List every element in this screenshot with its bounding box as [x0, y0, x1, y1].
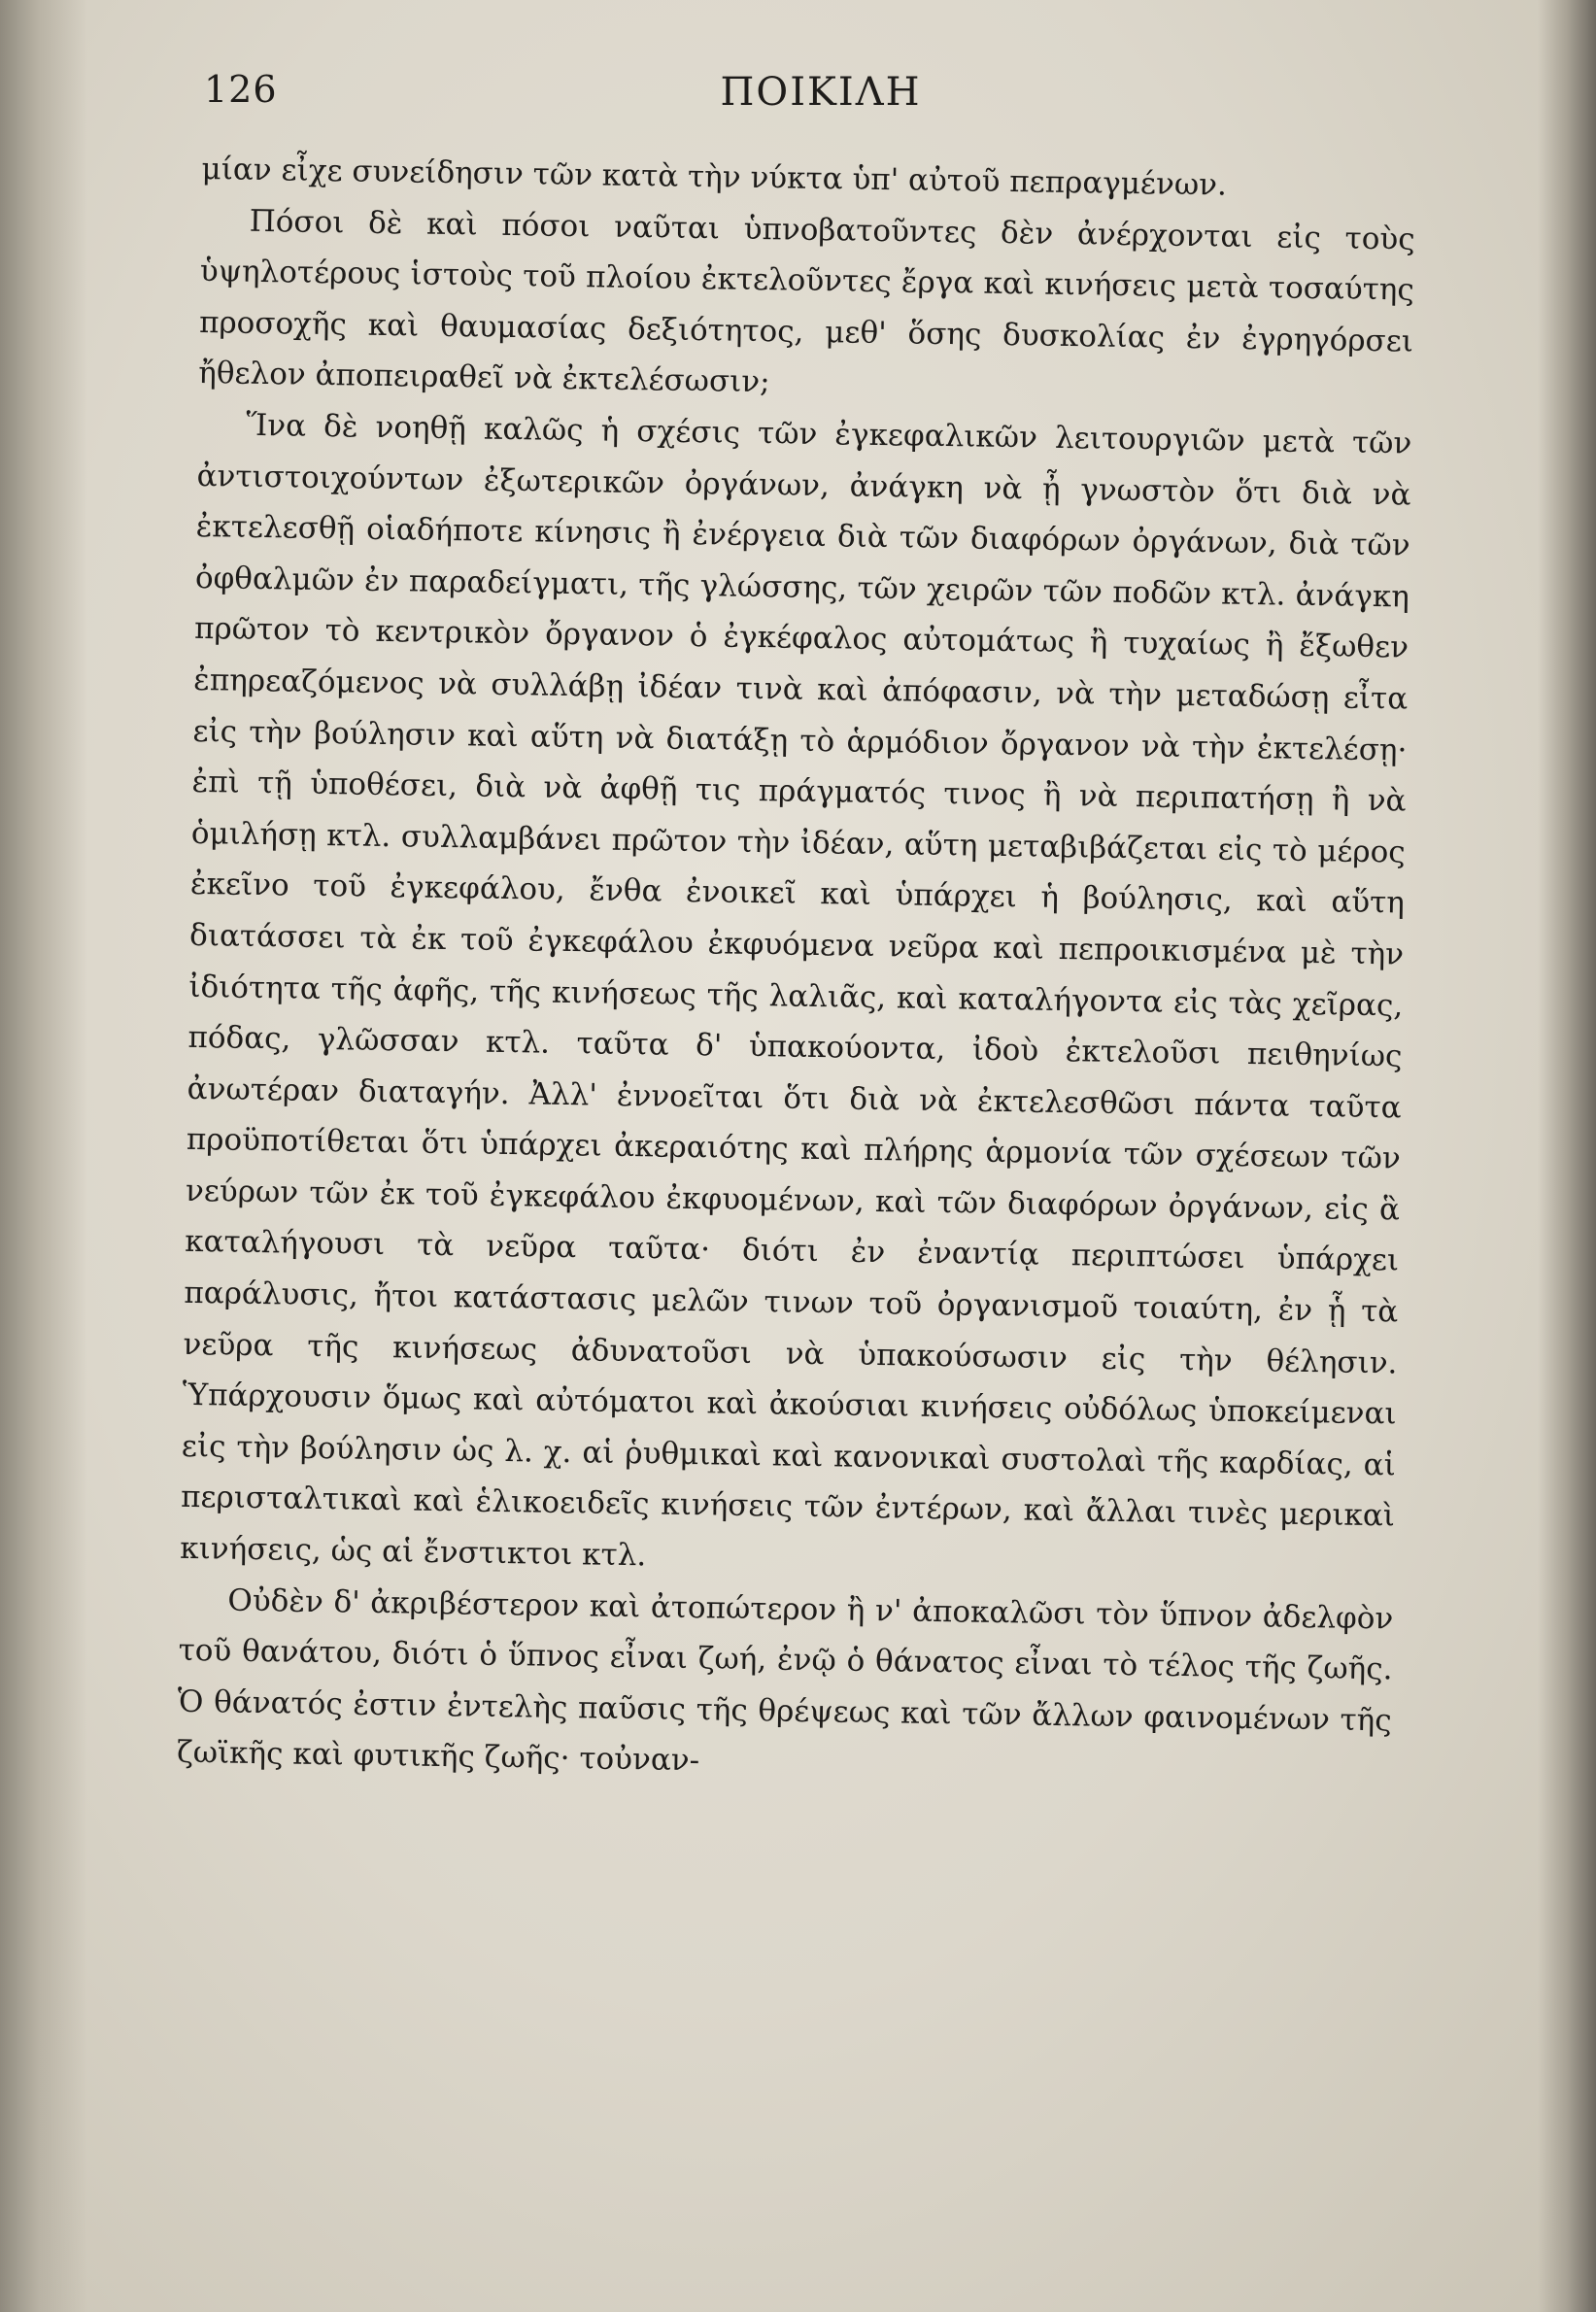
page-header	[204, 68, 1438, 136]
page-gutter-shadow	[0, 0, 87, 2312]
paragraph: Πόσοι δὲ καὶ πόσοι ναῦται ὑπνοβατοῦντες δὲν ἀνέρχονται εἰς τοὺς ὑψηλοτέρους ἱστοὺς τοῦ πλοίου ἐκτελοῦντες ἔργα καὶ κινήσεις μετὰ τοσαύτης προσοχῆς καὶ θαυμασίας δεξιότητος, μεθ' ὅσης δυσκολίας ἐν ἐγρηγόρσει ἤθελον ἀποπειραθεῖ νὰ ἐκτελέσωσιν;	[198, 203, 1415, 400]
page-edge-shadow	[1538, 0, 1596, 2312]
paragraph: Οὐδὲν δ' ἀκριβέστερον καὶ ἀτοπώτερον ἢ ν' ἀποκαλῶσι τὸν ὕπνον ἀδελφὸν τοῦ θανάτου, διότι ὁ ὕπνος εἶναι ζωή, ἐνῷ ὁ θάνατος εἶναι τὸ τέλος τῆς ζωῆς. Ὁ θάνατός ἐστιν ἐντελὴς παῦσις τῆς θρέψεως καὶ τῶν ἄλλων φαινομένων τῆς ζωϊκῆς καὶ φυτικῆς ζωῆς· τοὐναν-	[176, 1582, 1394, 1779]
paragraph: Ἵνα δὲ νοηθῇ καλῶς ἡ σχέσις τῶν ἐγκεφαλικῶν λειτουργιῶν μετὰ τῶν ἀντιστοιχούντων ἐξωτερικῶν ὀργάνων, ἀνάγκη νὰ ᾖ γνωστὸν ὅτι διὰ νὰ ἐκτελεσθῇ οἱαδήποτε κίνησις ἢ ἐνέργεια διὰ τῶν διαφόρων ὀργάνων, διὰ τῶν ὀφθαλμῶν ἐν παραδείγματι, τῆς γλώσσης, τῶν χειρῶν τῶν ποδῶν κτλ. ἀνάγκη πρῶτον τὸ κεντρικὸν ὄργανον ὁ ἐγκέφαλος αὐτομάτως ἢ τυχαίως ἢ ἔξωθεν ἐπηρεαζόμενος νὰ συλλάβῃ ἰδέαν τινὰ καὶ ἀπόφασιν, νὰ τὴν μεταδώσῃ εἶτα εἰς τὴν βούλησιν καὶ αὕτη νὰ διατάξῃ τὸ ἁρμόδιον ὄργανον νὰ τὴν ἐκτελέσῃ· ἐπὶ τῇ ὑποθέσει, διὰ νὰ ἀφθῇ τις πράγματός τινος ἢ νὰ περιπατήσῃ ἢ νὰ ὁμιλήσῃ κτλ. συλλαμβάνει πρῶτον τὴν ἰδέαν, αὕτη μεταβιβάζεται εἰς τὸ μέρος ἐκεῖνο τοῦ ἐγκεφάλου, ἔνθα ἐνοικεῖ καὶ ὑπάρχει ἡ βούλησις, καὶ αὕτη διατάσσει τὰ ἐκ τοῦ ἐγκεφάλου ἐκφυόμενα νεῦρα καὶ πεπροικισμένα μὲ τὴν ἰδιότητα τῆς ἀφῆς, τῆς κινήσεως τῆς λαλιᾶς, καὶ καταλήγοντα εἰς τὰς χεῖρας, πόδας, γλῶσσαν κτλ. ταῦτα δ' ὑπακούοντα, ἰδοὺ ἐκτελοῦσι πειθηνίως ἀνωτέραν διαταγήν. Ἀλλ' ἐννοεῖται ὅτι διὰ νὰ ἐκτελεσθῶσι πάντα ταῦτα προϋποτίθεται ὅτι ὑπάρχει ἀκεραιότης καὶ πλήρης ἁρμονία τῶν σχέσεων τῶν νεύρων τῶν ἐκ τοῦ ἐγκεφάλου ἐκφυομένων, καὶ τῶν διαφόρων ὀργάνων, εἰς ἃ καταλήγουσι τὰ νεῦρα ταῦτα· διότι ἐν ἐναντίᾳ περιπτώσει ὑπάρχει παράλυσις, ἤτοι κατάστασις μελῶν τινων τοῦ ὀργανισμοῦ τοιαύτη, ἐν ᾗ τὰ νεῦρα τῆς κινήσεως ἀδυνατοῦσι νὰ ὑπακούσωσιν εἰς τὴν θέλησιν. Ὑπάρχουσιν ὅμως καὶ αὐτόματοι καὶ ἀκούσιαι κινήσεις οὐδόλως ὑποκείμεναι εἰς τὴν βούλησιν ὡς λ. χ. αἱ ῥυθμικαὶ καὶ κανονικαὶ συστολαὶ τῆς καρδίας, αἱ περισταλτικαὶ καὶ ἑλικοειδεῖς κινήσεις τῶν ἐντέρων, καὶ ἄλλαι τινὲς μερικαὶ κινήσεις, ὡς αἱ ἔνστικτοι κτλ.	[180, 407, 1412, 1574]
page-number: 126	[204, 68, 278, 111]
body-text	[177, 144, 1416, 1797]
paragraph: μίαν εἶχε συνείδησιν τῶν κατὰ τὴν νύκτα ὑπ' αὐτοῦ πεπραγμένων.	[201, 151, 1228, 203]
running-title: ΠΟΙΚΙΛΗ	[720, 70, 922, 115]
